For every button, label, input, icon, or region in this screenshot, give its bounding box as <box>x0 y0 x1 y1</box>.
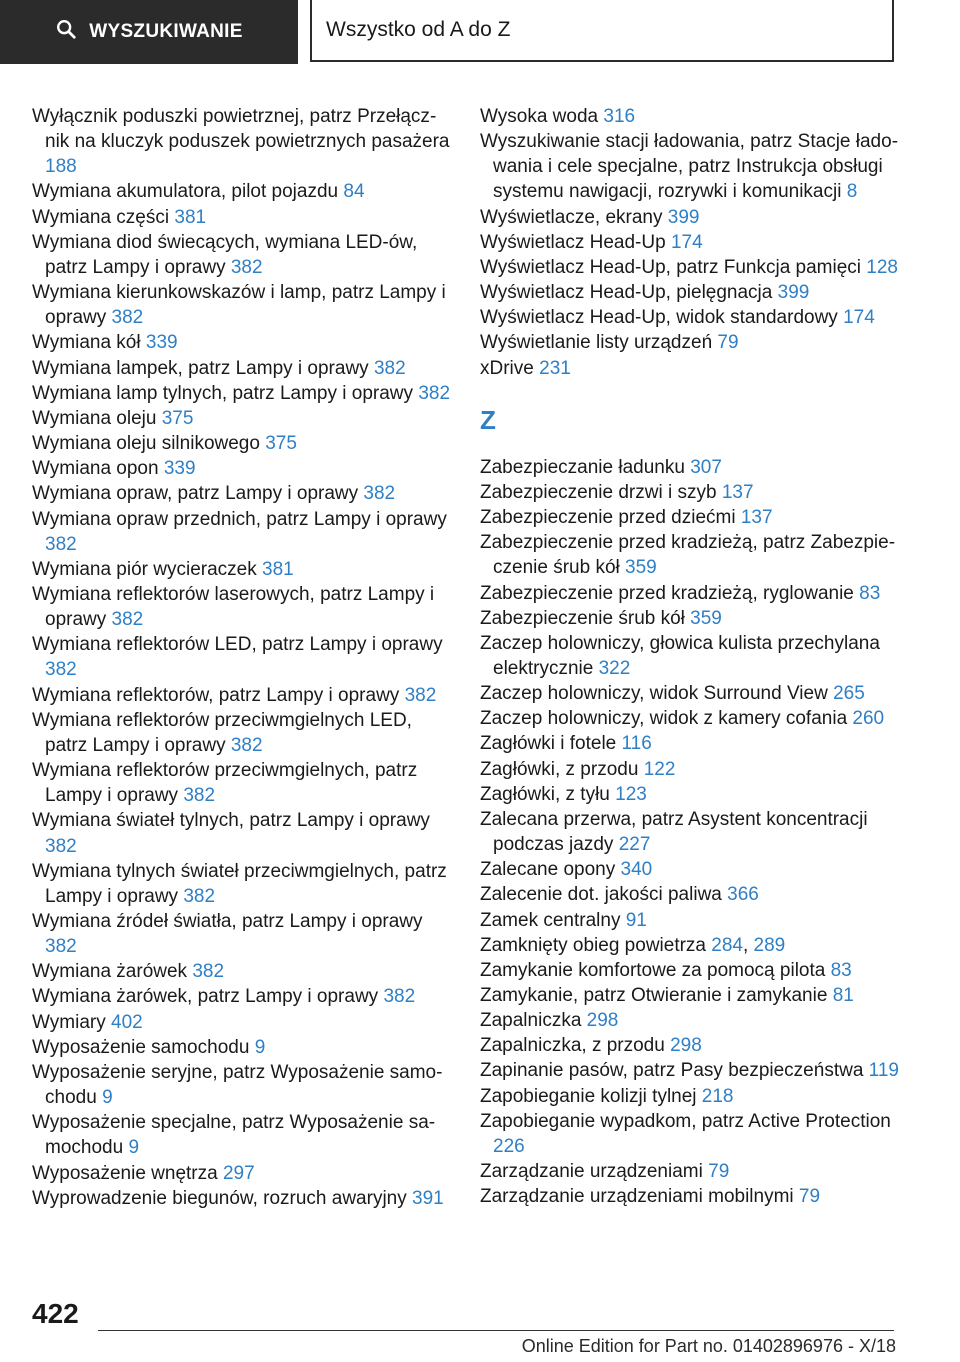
page-link[interactable]: 382 <box>111 609 144 631</box>
index-entry-text: Zabezpieczenie śrub kół <box>480 607 685 629</box>
index-entry <box>480 983 900 1008</box>
page-link[interactable]: 83 <box>859 582 881 604</box>
index-entry-text: Zamknięty obieg powietrza <box>480 934 706 956</box>
page-link[interactable]: 359 <box>625 557 657 579</box>
index-entry <box>480 205 900 230</box>
index-entry <box>32 582 452 632</box>
page-link[interactable]: 227 <box>618 834 651 856</box>
section-title-tab[interactable] <box>310 0 894 62</box>
index-entry <box>480 581 900 606</box>
index-entry-text: Zabezpieczenie przed kradzieżą, patrz Zabezpieczenie śrub kół <box>480 532 896 579</box>
index-entry-text: Zapalniczka <box>480 1010 582 1032</box>
footer-divider <box>98 1330 894 1331</box>
page-link[interactable]: 339 <box>163 458 196 480</box>
page-link[interactable]: 137 <box>740 507 773 529</box>
index-entry-text: Wymiana tylnych świateł przeciwmgielnych, patrz Lampy i oprawy <box>32 860 447 907</box>
page-link[interactable]: 81 <box>832 985 854 1006</box>
index-entry-text: Zamek centralny <box>480 909 621 931</box>
index-entry <box>32 859 452 909</box>
index-entry-text: Zagłówki, z tyłu <box>480 783 610 805</box>
page-link[interactable]: 382 <box>45 533 77 555</box>
page-link[interactable]: 188 <box>45 156 77 178</box>
index-entry <box>480 958 900 983</box>
page-link[interactable]: 382 <box>45 936 77 958</box>
index-entry-text: Wymiana opon <box>32 458 159 480</box>
index-entry-text: Zaczep holowniczy, widok z kamery cofania <box>480 708 848 730</box>
index-entry-text: Wymiana akumulatora, pilot pojazdu <box>32 181 339 203</box>
page-link[interactable]: 137 <box>721 481 754 503</box>
index-entry <box>480 731 900 756</box>
index-entry <box>32 1186 452 1211</box>
page-link[interactable]: 399 <box>667 206 700 228</box>
index-entry <box>32 557 452 582</box>
index-entry-text: Wymiana reflektorów przeciwmgielnych LED, patrz Lampy i oprawy <box>32 709 412 756</box>
index-entry-text: Zamykanie, patrz Otwieranie i zamykanie <box>480 985 828 1006</box>
page-link[interactable]: 284 <box>711 934 743 956</box>
page-link[interactable]: 382 <box>111 307 144 329</box>
index-entry <box>480 631 900 681</box>
index-entry-text: Wyposażenie seryjne, patrz Wyposażenie samochodu <box>32 1061 443 1109</box>
index-entry <box>32 909 452 959</box>
index-entry <box>480 505 900 530</box>
index-entry <box>32 1035 452 1060</box>
page-link[interactable]: 391 <box>412 1187 444 1209</box>
index-entry <box>32 481 452 506</box>
index-entry <box>480 129 900 204</box>
index-group-z <box>480 455 900 1210</box>
index-entry <box>32 507 452 557</box>
index-entry-text: Zapinanie pasów, patrz Pasy bezpieczeństwa <box>480 1060 864 1082</box>
index-entry <box>480 480 900 505</box>
index-entry-text: Zabezpieczanie ładunku <box>480 456 685 478</box>
page-link[interactable]: 382 <box>404 684 437 706</box>
index-entry <box>480 1109 900 1159</box>
index-entry <box>32 1110 452 1160</box>
index-entry <box>32 104 452 179</box>
page-link[interactable]: 322 <box>598 657 631 679</box>
page-link[interactable]: 79 <box>708 1161 730 1183</box>
page-link[interactable]: 298 <box>586 1010 619 1032</box>
index-entry <box>480 530 900 580</box>
index-entry <box>32 959 452 984</box>
index-entry-text: Wymiary <box>32 1011 106 1033</box>
index-entry <box>480 255 900 280</box>
index-entry <box>32 984 452 1009</box>
index-entry <box>32 230 452 280</box>
page-link[interactable]: 382 <box>383 986 416 1008</box>
page-link[interactable]: 122 <box>643 758 676 780</box>
index-entry-text: Zapalniczka, z przodu <box>480 1035 665 1057</box>
page-link[interactable]: 9 <box>102 1087 113 1109</box>
index-entry <box>480 230 900 255</box>
page-link[interactable]: 91 <box>625 909 647 931</box>
index-column-left <box>32 104 452 1211</box>
index-entry-text: Wymiana reflektorów laserowych, patrz Lampy i oprawy <box>32 583 435 631</box>
index-entry <box>480 908 900 933</box>
index-entry-text: Wymiana kierunkowskazów i lamp, patrz Lampy i oprawy <box>32 282 446 329</box>
page-link[interactable]: 382 <box>45 659 77 681</box>
page-link[interactable]: 84 <box>343 181 365 203</box>
index-entry-text: Wyłącznik poduszki powietrznej, patrz Przełącznik na kluczyk poduszek powietrznych pasażera <box>32 106 450 153</box>
page-link[interactable]: 297 <box>222 1162 255 1184</box>
header-bar <box>0 0 960 66</box>
index-entry-text: Zalecane opony <box>480 859 616 881</box>
index-entry-text: Wymiana kół <box>32 332 141 354</box>
index-entry <box>480 356 900 381</box>
page-link[interactable]: 382 <box>192 961 225 983</box>
page-link[interactable]: 381 <box>262 558 294 580</box>
index-entry <box>480 606 900 631</box>
page-link[interactable]: 79 <box>798 1186 821 1208</box>
page-link[interactable]: 375 <box>265 433 297 455</box>
index-entry <box>480 1159 900 1184</box>
page-link[interactable]: 382 <box>45 835 77 857</box>
index-entry-text: Wymiana diod świecących, wymiana LED-ów, patrz Lampy i oprawy <box>32 231 418 278</box>
index-entry-text: Wyposażenie samochodu <box>32 1036 250 1058</box>
index-entry <box>480 782 900 807</box>
index-entry <box>480 681 900 706</box>
index-entry <box>480 807 900 857</box>
index-entry-text: Wyświetlacze, ekrany <box>480 206 663 228</box>
index-entry-text: Wymiana oleju silnikowego <box>32 433 260 455</box>
index-entry-text: Zagłówki i fotele <box>480 733 617 755</box>
page-link[interactable]: 402 <box>111 1011 143 1033</box>
page-link[interactable]: 298 <box>670 1035 702 1057</box>
page-link[interactable]: 174 <box>843 307 875 329</box>
index-entry-text: Wymiana żarówek <box>32 961 188 983</box>
index-entry <box>32 708 452 758</box>
page-link[interactable]: 174 <box>670 231 703 253</box>
index-entry-text: Zalecana przerwa, patrz Asystent koncentracji podczas jazdy <box>480 808 868 856</box>
index-entry-text: Wymiana reflektorów przeciwmgielnych, patrz Lampy i oprawy <box>32 760 418 807</box>
index-entry-text: Zabezpieczenie drzwi i szyb <box>480 481 717 503</box>
index-entry-text: Wyświetlacz Head-Up, widok standardowy <box>480 307 838 329</box>
page-link[interactable]: 382 <box>373 357 406 379</box>
index-entry-text: Wymiana piór wycieraczek <box>32 558 257 580</box>
index-entry <box>480 1184 900 1209</box>
index-entry-text: Wyświetlacz Head-Up, pielęgnacja <box>480 282 773 304</box>
index-entry-text: Zaczep holowniczy, głowica kulista przechylana elektrycznie <box>480 632 880 679</box>
page-link[interactable]: 399 <box>777 282 810 304</box>
index-entry-text: Wyświetlanie listy urządzeń <box>480 332 713 354</box>
index-entry-text: Wymiana oleju <box>32 407 157 429</box>
page-link[interactable]: 339 <box>145 332 178 354</box>
page-link[interactable]: 307 <box>690 456 722 478</box>
page-link[interactable]: 382 <box>363 483 396 505</box>
index-entry-text: Wymiana lamp tylnych, patrz Lampy i oprawy <box>32 382 414 404</box>
page-link[interactable]: 381 <box>174 206 207 228</box>
page-link[interactable]: 382 <box>418 382 451 404</box>
index-entry <box>32 1060 452 1110</box>
index-entry-text: Zabezpieczenie przed dziećmi <box>480 507 736 529</box>
index-entry-text: Wyprowadzenie biegunów, rozruch awaryjny <box>32 1187 407 1209</box>
index-entry <box>32 179 452 204</box>
index-entry <box>32 1010 452 1035</box>
index-entry: Zamknięty obieg powietrza 284, 289 <box>480 934 786 956</box>
index-entry-text: Zagłówki, z przodu <box>480 758 639 780</box>
index-entry <box>32 330 452 355</box>
page-link[interactable]: 316 <box>603 106 636 127</box>
index-entry-text: Zarządzanie urządzeniami mobilnymi <box>480 1186 794 1208</box>
index-entry <box>480 280 900 305</box>
index-entry-text: Wyposażenie wnętrza <box>32 1162 218 1184</box>
page-link[interactable]: 382 <box>183 785 216 807</box>
index-entry-text: Zaczep holowniczy, widok Surround View <box>480 683 828 705</box>
index-entry-text: Wysoka woda <box>480 106 599 127</box>
index-entry <box>32 205 452 230</box>
page-link[interactable]: 265 <box>833 683 865 705</box>
page-link[interactable]: 119 <box>868 1060 899 1082</box>
index-entry-text: Wymiana opraw przednich, patrz Lampy i oprawy <box>32 508 447 530</box>
index-entry <box>480 882 900 907</box>
page-link[interactable]: 9 <box>254 1036 266 1058</box>
index-entry-text: Wymiana żarówek, patrz Lampy i oprawy <box>32 986 379 1008</box>
page-link[interactable]: 8 <box>846 181 858 203</box>
index-entry-text: Zabezpieczenie przed kradzieżą, ryglowanie <box>480 582 854 604</box>
index-entry <box>480 104 900 129</box>
index-entry <box>32 758 452 808</box>
search-icon <box>55 18 77 46</box>
index-entry-text: Wyposażenie specjalne, patrz Wyposażenie samochodu <box>32 1112 436 1159</box>
index-entry <box>480 1058 900 1083</box>
index-entry <box>480 1008 900 1033</box>
page-link[interactable]: 375 <box>161 407 194 429</box>
index-group-w <box>480 104 900 381</box>
index-entry <box>480 857 900 882</box>
index-entry <box>32 431 452 456</box>
index-entry-text: xDrive <box>480 357 534 379</box>
page-link[interactable]: 123 <box>615 783 647 805</box>
page-number: 422 <box>32 1298 79 1329</box>
index-entry-text: Zamykanie komfortowe za pomocą pilota <box>480 959 826 981</box>
page-link[interactable]: 79 <box>717 332 739 354</box>
index-entry <box>480 1033 900 1058</box>
index-entry-text: Wyszukiwanie stacji ładowania, patrz Stacje ładowania i cele specjalne, patrz Instrukcja obsługi systemu nawigacji, rozrywki i komunikacji <box>480 131 899 203</box>
index-entry <box>32 683 452 708</box>
page-link[interactable]: 218 <box>701 1085 734 1107</box>
index-entry-text: Wyświetlacz Head-Up <box>480 231 666 253</box>
index-entry <box>480 1084 900 1109</box>
index-entry <box>32 1161 452 1186</box>
page-link[interactable]: 260 <box>852 708 885 730</box>
page-link[interactable]: 340 <box>620 859 653 881</box>
index-entry <box>32 280 452 330</box>
index-entry-text: Wymiana lampek, patrz Lampy i oprawy <box>32 357 369 379</box>
page-link[interactable]: 382 <box>183 885 216 907</box>
page-link[interactable]: 366 <box>727 884 759 906</box>
section-title: Wszystko od A do Z <box>326 18 511 41</box>
index-column-right <box>480 104 900 1209</box>
index-entry <box>480 706 900 731</box>
page-link[interactable]: 9 <box>128 1137 140 1159</box>
index-entry-text: Zapobieganie kolizji tylnej <box>480 1085 697 1107</box>
search-tab[interactable] <box>0 0 298 64</box>
index-entry <box>480 305 900 330</box>
index-entry-text: Wymiana świateł tylnych, patrz Lampy i oprawy <box>32 810 430 832</box>
index-entry-text: Zapobieganie wypadkom, patrz Active Protection <box>480 1110 891 1132</box>
page-link[interactable]: 382 <box>230 734 263 756</box>
footer-edition: Online Edition for Part no. 01402896976 - X/18 <box>521 1336 896 1356</box>
index-entry <box>480 757 900 782</box>
index-entry <box>480 455 900 480</box>
page-link[interactable]: 226 <box>493 1135 525 1157</box>
index-entry-text: Wymiana części <box>32 206 170 228</box>
index-entry <box>32 632 452 682</box>
index-entry-text: Wymiana reflektorów LED, patrz Lampy i oprawy <box>32 634 443 656</box>
page-link[interactable]: 116 <box>621 733 652 755</box>
index-entry-text: Wymiana reflektorów, patrz Lampy i oprawy <box>32 684 400 706</box>
page-link[interactable]: 128 <box>866 256 898 278</box>
section-letter-z: Z <box>480 404 496 435</box>
index-entry-text: Wymiana opraw, patrz Lampy i oprawy <box>32 483 359 505</box>
search-tab-label: WYSZUKIWANIE <box>89 21 243 42</box>
index-entry <box>32 808 452 858</box>
index-entry <box>32 456 452 481</box>
index-entry-text: Zalecenie dot. jakości paliwa <box>480 884 722 906</box>
index-entry-text: Wyświetlacz Head-Up, patrz Funkcja pamięci <box>480 256 862 278</box>
page-link[interactable]: 289 <box>753 934 786 956</box>
index-entry-text: Zarządzanie urządzeniami <box>480 1161 703 1183</box>
index-entry <box>32 356 452 381</box>
page-link[interactable]: 359 <box>690 607 722 629</box>
index-entry <box>32 406 452 431</box>
index-entry <box>480 330 900 355</box>
page-link[interactable]: 231 <box>539 357 571 379</box>
index-entry-text: Wymiana źródeł światła, patrz Lampy i oprawy <box>32 911 423 932</box>
page-link[interactable]: 382 <box>230 256 263 278</box>
page-link[interactable]: 83 <box>830 959 852 981</box>
index-entry <box>32 381 452 406</box>
